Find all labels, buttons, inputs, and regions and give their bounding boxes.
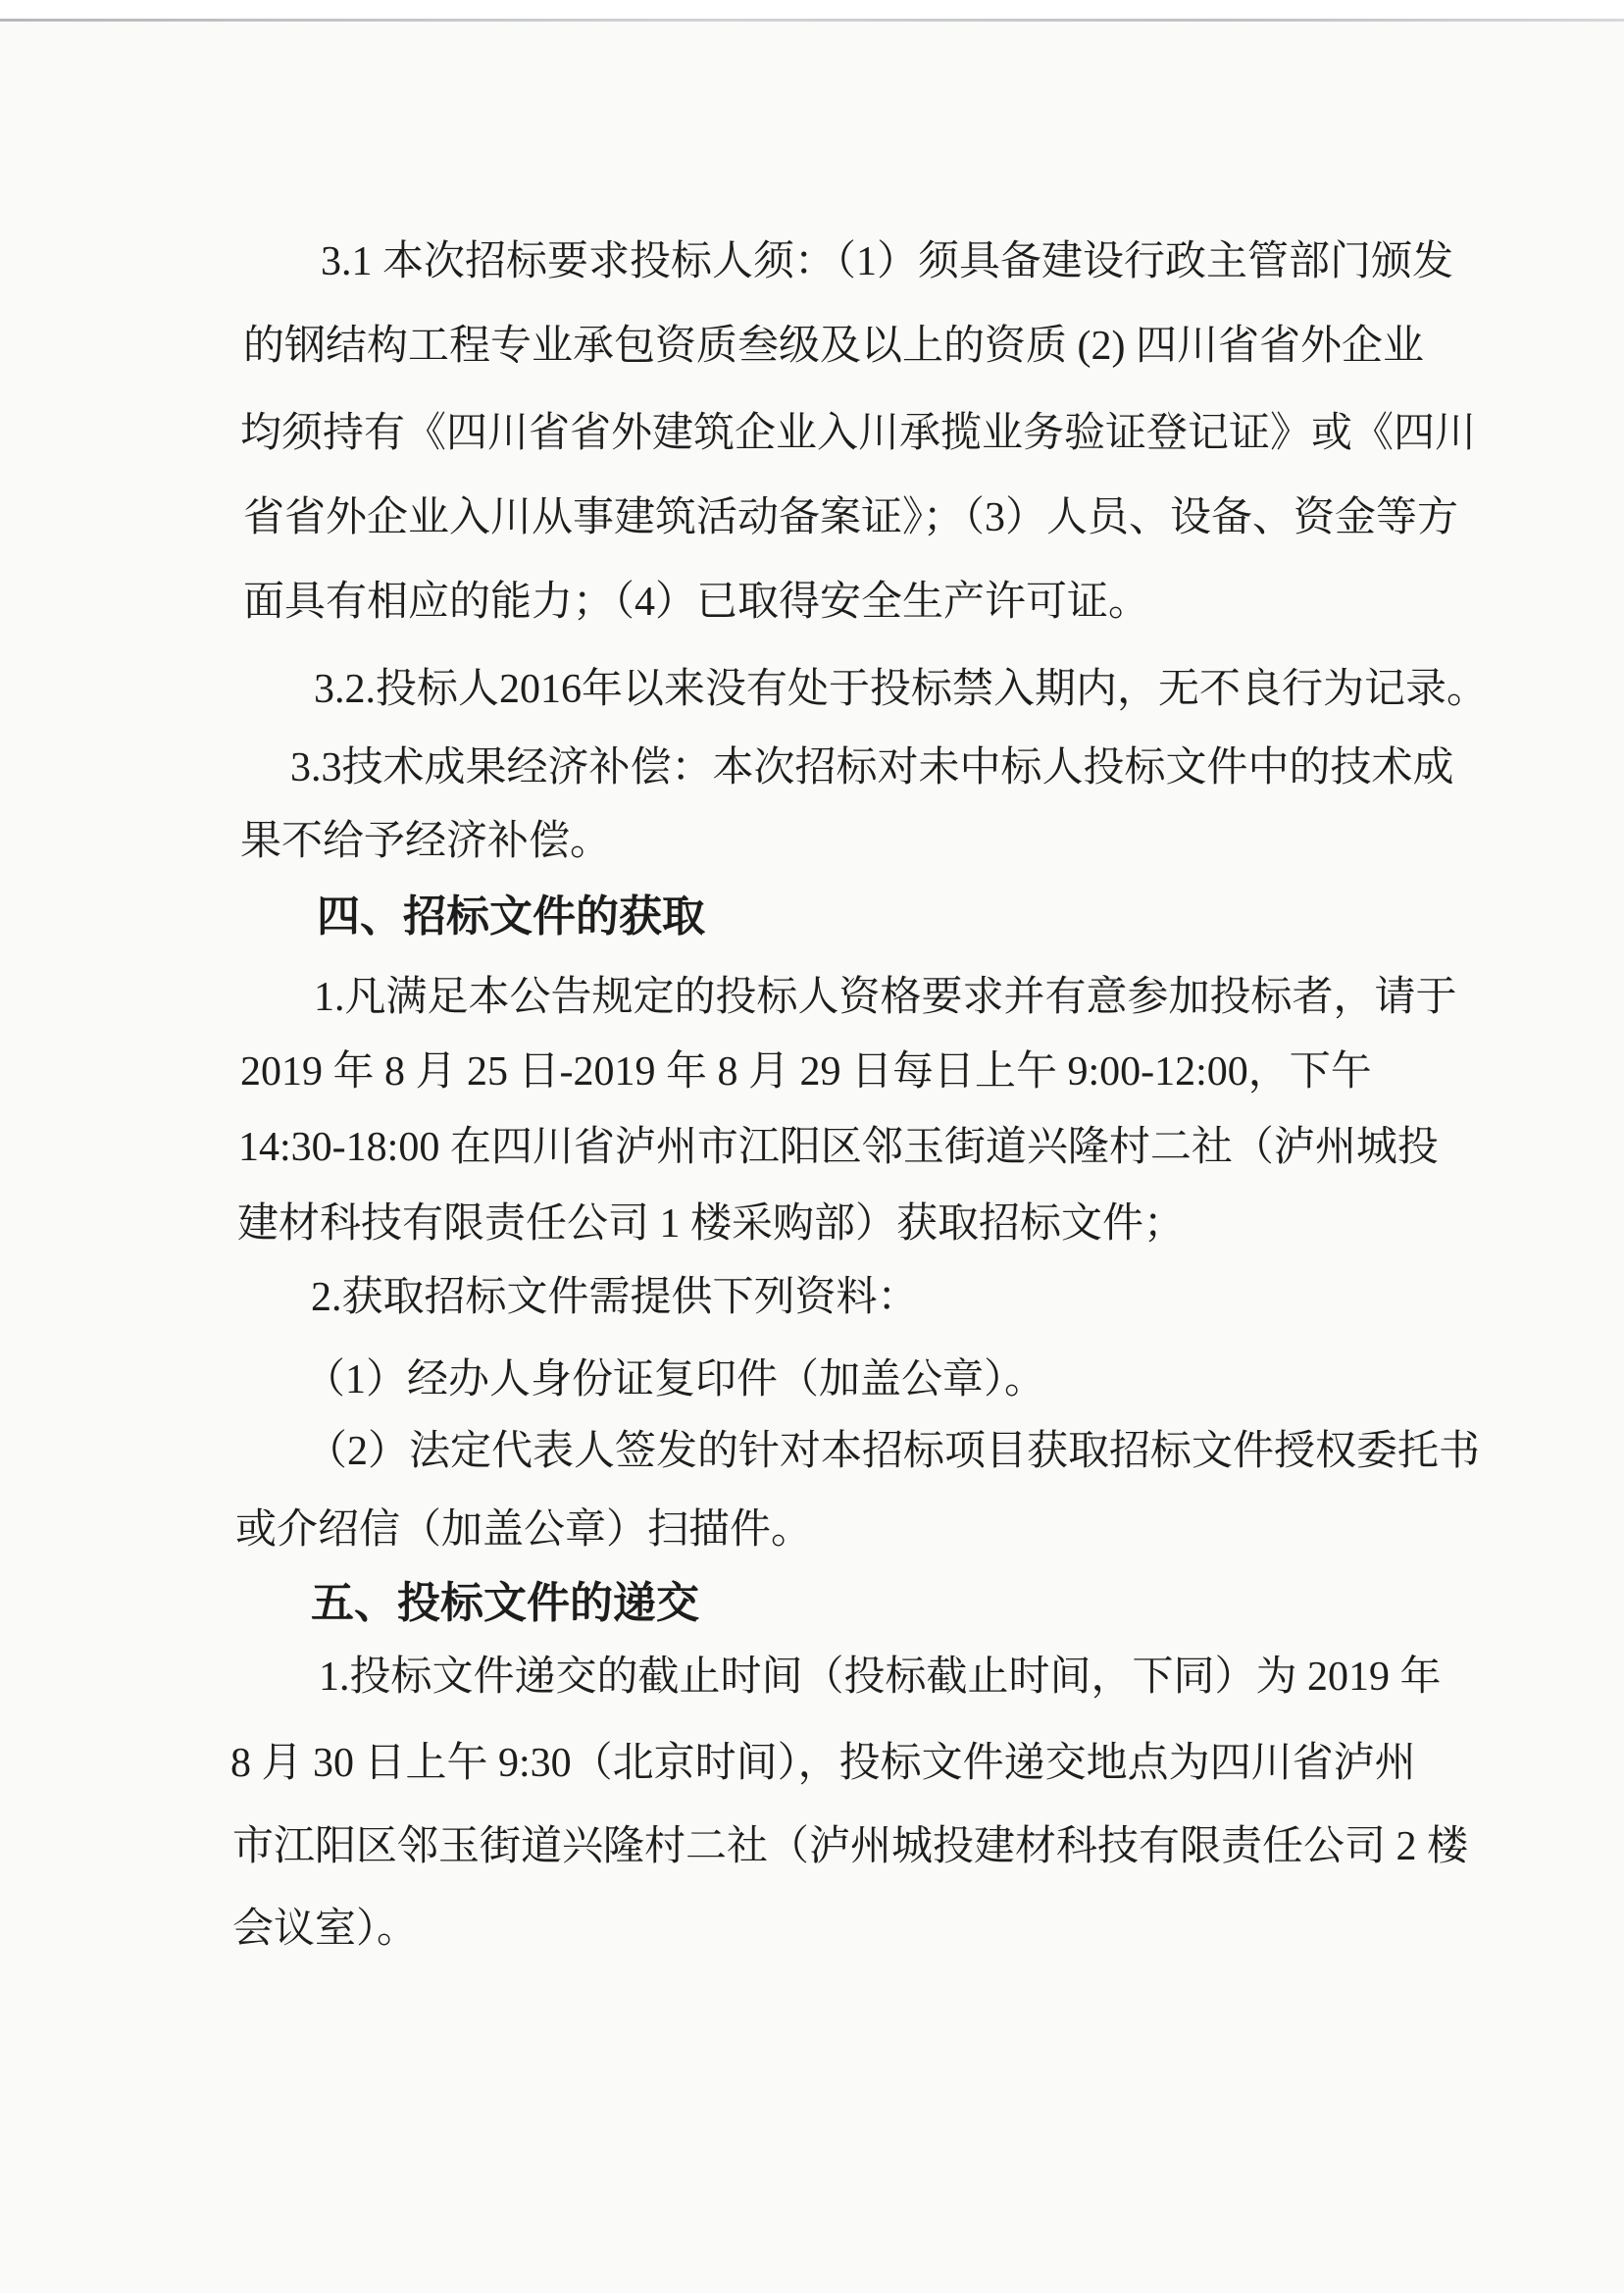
text-line: （1）经办人身份证复印件（加盖公章）。 [304,1357,1046,1402]
text-line: 8 月 30 日上午 9:30（北京时间），投标文件递交地点为四川省泸州 [230,1741,1416,1786]
text-line: 14:30-18:00 在四川省泸州市江阳区邻玉街道兴隆村二社（泸州城投 [238,1125,1439,1170]
text-line: 2.获取招标文件需提供下列资料： [311,1275,919,1320]
text-line: 市江阳区邻玉街道兴隆村二社（泸州城投建材科技有限责任公司 2 楼 [232,1824,1469,1869]
text-line: 3.2.投标人2016年以来没有处于投标禁入期内，无不良行为记录。 [314,667,1489,712]
text-line: 建材科技有限责任公司 1 楼采购部）获取招标文件； [237,1201,1186,1247]
text-line: 3.1 本次招标要求投标人须：（1）须具备建设行政主管部门颁发 [321,239,1454,284]
text-line: 3.3技术成果经济补偿：本次招标对未中标人投标文件中的技术成 [290,745,1454,790]
text-line: 果不给予经济补偿。 [240,819,612,864]
text-line: 的钢结构工程专业承包资质叁级及以上的资质 (2) 四川省省外企业 [243,324,1424,369]
text-line: 面具有相应的能力；（4）已取得安全生产许可证。 [243,580,1150,625]
text-line: 1.凡满足本公告规定的投标人资格要求并有意参加投标者，请于 [314,975,1457,1020]
section-heading: 四、招标文件的获取 [317,892,705,941]
text-line: 或介绍信（加盖公章）扫描件。 [235,1507,813,1553]
text-line: 1.投标文件递交的截止时间（投标截止时间，下同）为 2019 年 [319,1655,1442,1700]
text-line: （2）法定代表人签发的针对本招标项目获取招标文件授权委托书 [306,1429,1481,1474]
text-line: 2019 年 8 月 25 日-2019 年 8 月 29 日每日上午 9:00-12:00，下午 [240,1049,1372,1095]
text-line: 会议室）。 [232,1907,419,1952]
section-heading: 五、投标文件的递交 [311,1579,699,1627]
text-line: 均须持有《四川省省外建筑企业入川承揽业务验证登记证》或《四川 [240,411,1477,456]
text-line: 省省外企业入川从事建筑活动备案证》；（3）人员、设备、资金等方 [243,495,1459,540]
